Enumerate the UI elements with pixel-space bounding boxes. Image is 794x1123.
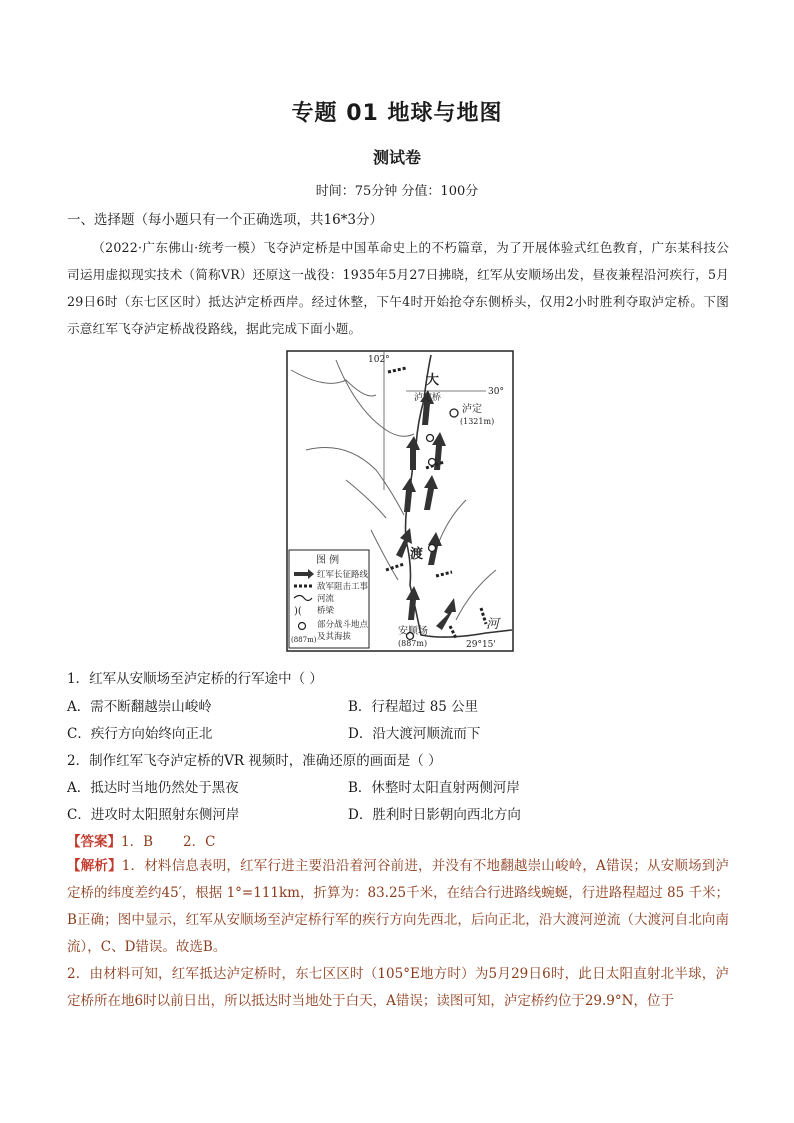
explanation-text-2: 2．由材料可知，红军抵达泸定桥时，东七区区时（105°E地方时）为5月29日6时，此日太阳直射北半球，泸定桥所在地6时以前日出，所以抵达时当地处于白天，A错误；读图可知，泸定桥约位于29.9°N，位于 [67, 966, 729, 1009]
page-subtitle: 测试卷 [372, 148, 421, 167]
river-char-du: 渡 [410, 547, 424, 562]
legend-item-river: 河流 [317, 594, 335, 604]
question-1-option-d: D．沿大渡河顺流而下 [348, 726, 481, 742]
question-1-option-a: A．需不断翻越崇山峻岭 [67, 699, 212, 715]
question-1-option-c: C．疾行方向始终向正北 [67, 726, 213, 742]
explanation-part-1 [67, 853, 729, 961]
lat-top-label: 30° [488, 387, 504, 397]
answer-text: 1．B 2．C [121, 834, 216, 850]
town-name: 泸定 [462, 404, 482, 415]
explanation-label: 【解析】 [67, 858, 122, 874]
lat-bottom-label: 29°15' [466, 640, 496, 650]
town-altitude: (1321m) [460, 417, 495, 426]
bridge-label: 泸定桥 [414, 393, 442, 403]
river-char-da: 大 [426, 373, 440, 388]
question-2-option-b: B．休整时太阳直射两侧河岸 [348, 780, 520, 796]
legend-example-alt: (887m) [291, 636, 317, 644]
passage-text: （2022·广东佛山·统考一模）飞夺泸定桥是中国革命史上的不朽篇章，为了开展体验式红色教育，广东某科技公司运用虚拟现实技术（简称VR）还原这一战役：1935年5月27日拂晓，红军从安顺场出发，昼夜兼程沿河疾行，5月29日6时（东七区区时）抵达泸定桥西岸。经过休整，下午4时开始抢夺东侧桥头，仅用2小时胜利夺取泸定桥。下图示意红军飞夺泸定桥战役路线，据此完成下面小题。 [67, 240, 729, 336]
start-altitude: (887m) [398, 639, 428, 648]
question-2-option-c: C．进攻时太阳照射东侧河岸 [67, 807, 240, 823]
legend-point-icon [299, 623, 306, 630]
start-name: 安顺场 [398, 626, 428, 637]
legend-title: 图 例 [316, 555, 340, 566]
legend-item-bridge: 桥梁 [317, 606, 335, 616]
map-legend [289, 550, 369, 648]
river-char-he: 河 [486, 617, 500, 632]
route-map [286, 350, 514, 652]
luding-point [450, 409, 458, 417]
question-2-stem: 2．制作红军飞夺泸定桥的VR 视频时，准确还原的画面是（ ） [67, 753, 442, 769]
explanation-text-1: 1．材料信息表明，红军行进主要沿沿着河谷前进，并没有不地翻越崇山峻岭，A错误；从安顺场到泸定桥的纬度差约45′，根据 1°=111km，折算为：83.25千米，在结合行进路线蜿蜒，行进路程超过 85 千米；B正确；图中显示，红军从安顺场至泸定桥行军的疾行方向先西北，后向正北，沿大渡河逆流（大渡河自北向南流），C、D错误。故选B。 [67, 858, 729, 955]
legend-item-altitude: 及其海拔 [317, 632, 352, 642]
question-1-stem: 1．红军从安顺场至泸定桥的行军途中（ ） [67, 671, 323, 687]
legend-item-fortification: 敌军阻击工事 [317, 582, 369, 592]
question-1-option-b: B．行程超过 85 公里 [348, 699, 479, 715]
time-info: 时间：75分钟 分值：100分 [315, 184, 479, 199]
page-title: 专题 01 地球与地图 [291, 101, 503, 126]
question-2-option-a: A．抵达时当地仍然处于黑夜 [67, 780, 239, 796]
question-2-option-d: D．胜利时日影朝向西北方向 [348, 807, 521, 823]
legend-item-route: 红军长征路线 [317, 570, 369, 580]
section-title: 一、选择题（每小题只有一个正确选项，共16*3分） [67, 212, 384, 228]
legend-item-battle: 部分战斗地点 [317, 620, 369, 630]
answer-block [67, 830, 215, 850]
answer-label: 【答案】 [67, 834, 121, 850]
legend-bridge-icon: )( [294, 606, 302, 617]
lon-label: 102° [368, 355, 390, 365]
explanation-part-2 [67, 961, 729, 1015]
